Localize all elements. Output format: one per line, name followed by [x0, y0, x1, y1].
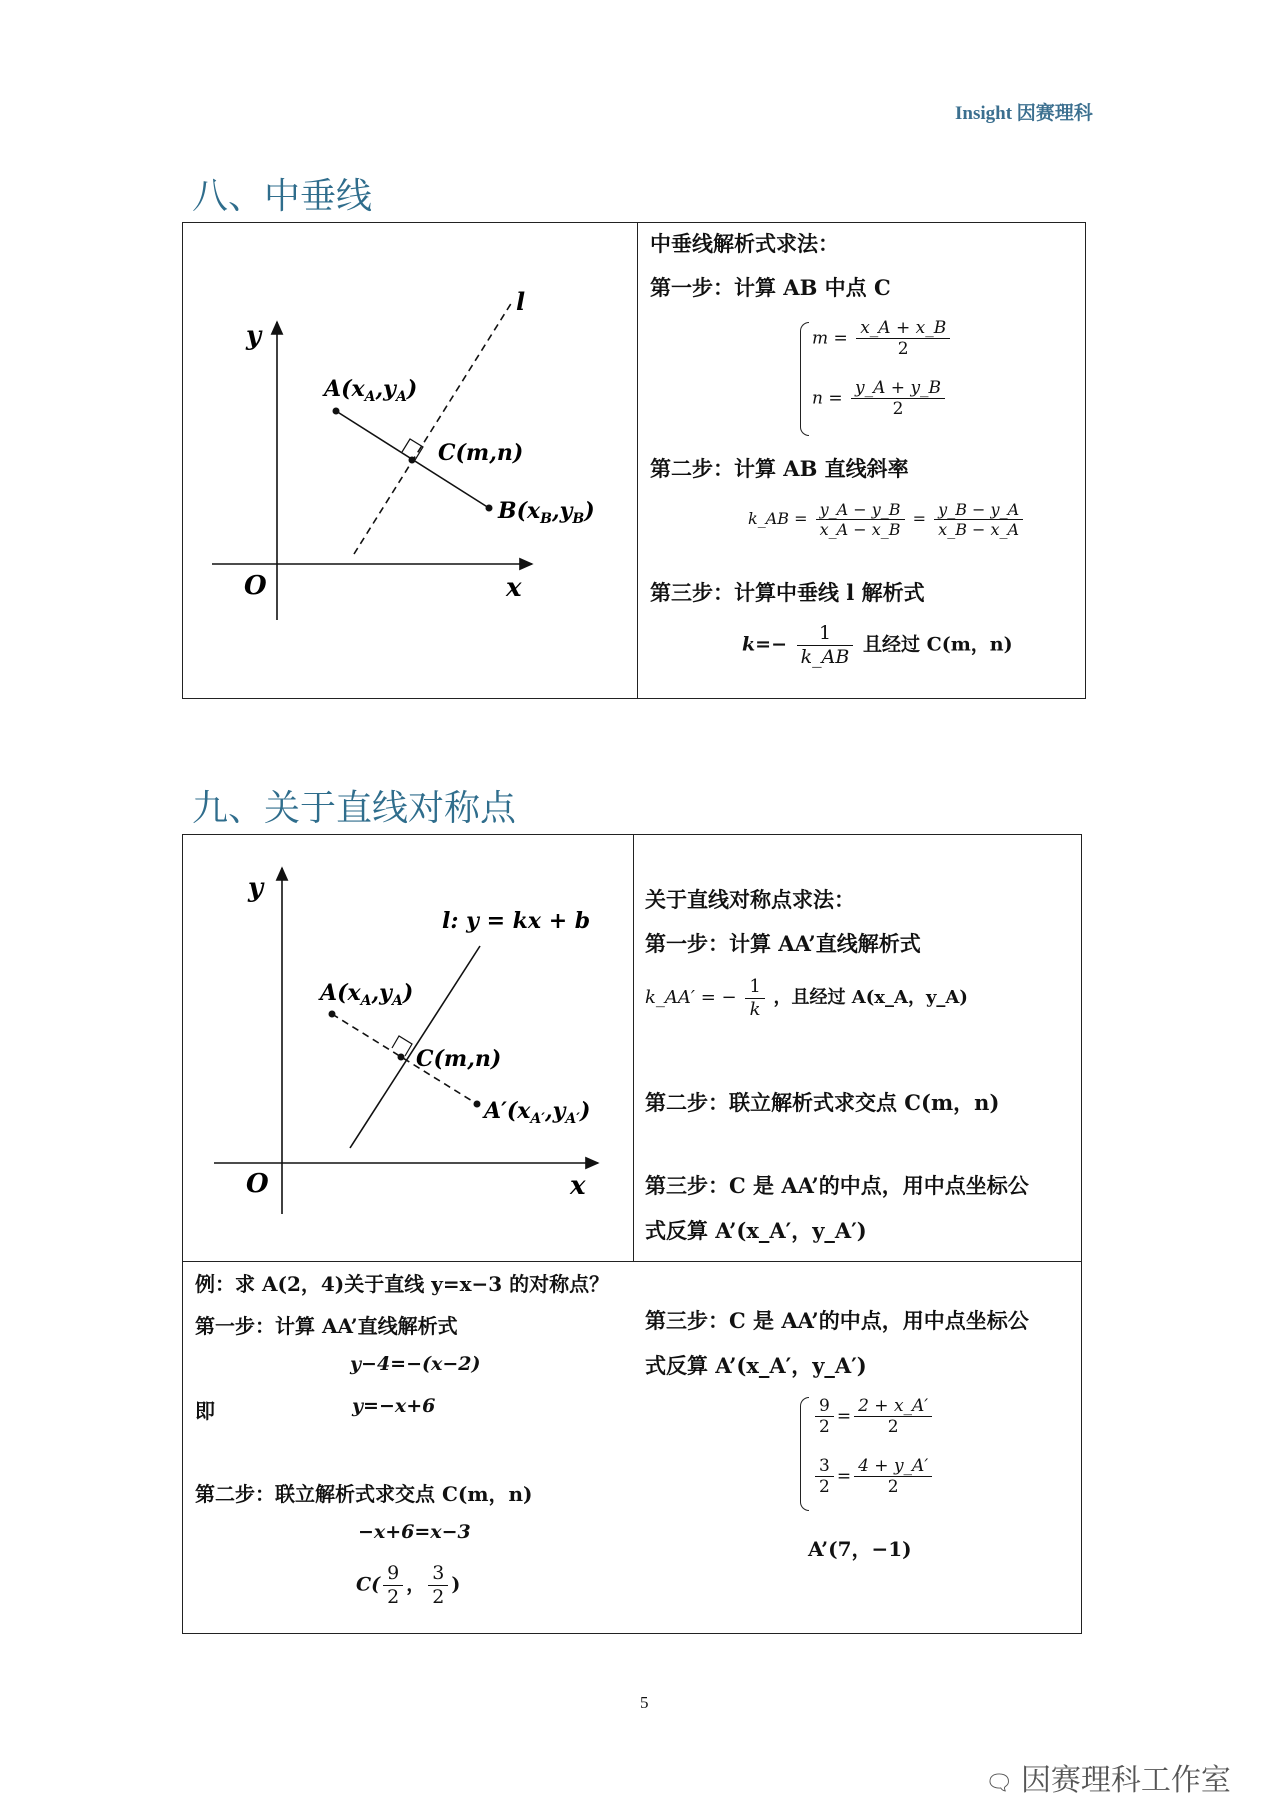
label-l: l — [516, 287, 526, 316]
label-x: x — [506, 573, 522, 603]
s8-m-equation: m = $\frac{x\_A + x\_B}{2}$ — [812, 318, 953, 360]
s8-heading: 中垂线解析式求法： — [650, 231, 839, 256]
example-step2: 第二步：联立解析式求交点 C(m，n) — [195, 1482, 533, 1506]
s8-slope-equation: k_AB = $\frac{y\_A - y\_B}{x\_A - x\_B}$ = $\frac{y\_B - y\_A}{x\_B - x\_A}$ — [748, 500, 1026, 539]
example-eq2: y=−x+6 — [352, 1395, 436, 1417]
s9-step2: 第二步：联立解析式求交点 C(m，n) — [645, 1090, 1000, 1115]
point-b — [486, 505, 493, 512]
example-question: 例：求 A(2，4)关于直线 y=x−3 的对称点？ — [195, 1272, 610, 1296]
example-brace — [800, 1397, 809, 1511]
label-a-prime: $A'(x_{A'},y_{A'})$ — [484, 1098, 591, 1127]
point-a — [333, 408, 340, 415]
s9-heading: 关于直线对称点求法： — [645, 887, 855, 912]
section-8-title: 八、中垂线 — [192, 176, 373, 217]
example-step3-line1: 第三步：C 是 AA’的中点，用中点坐标公 — [645, 1308, 1029, 1333]
label-x: x — [570, 1171, 586, 1201]
s9-step3-line2: 式反算 A’(x_A′，y_A′) — [645, 1218, 867, 1243]
example-ji: 即 — [195, 1399, 215, 1423]
symmetric-point-diagram — [184, 836, 632, 1260]
point-c — [409, 457, 416, 464]
example-formula-1: $\frac{9}{2}$ = $\frac{2 + x\_A'}{2}$ — [812, 1396, 935, 1438]
example-point-c: C( $\frac{9}{2}$ ， $\frac{3}{2}$ ) — [356, 1562, 461, 1608]
example-step3-line2: 式反算 A’(x_A′，y_A′) — [645, 1353, 867, 1378]
example-answer: A’(7，−1) — [808, 1537, 912, 1561]
perpendicular-bisector-diagram — [184, 224, 636, 697]
brand-header: Insight 因赛理科 — [955, 103, 1093, 124]
section-8-divider — [637, 222, 638, 699]
point-c — [398, 1054, 405, 1061]
wechat-icon: 🗨 — [985, 1771, 1013, 1796]
label-origin: O — [244, 571, 267, 601]
label-c: C(m,n) — [438, 440, 524, 466]
label-origin: O — [246, 1169, 269, 1199]
example-eq1: y−4=−(x−2) — [350, 1353, 481, 1375]
s8-step2: 第二步：计算 AB 直线斜率 — [650, 456, 909, 481]
label-a: $A(x_A,y_A)$ — [324, 376, 418, 405]
example-step1: 第一步：计算 AA’直线解析式 — [195, 1314, 458, 1338]
s9-step1: 第一步：计算 AA’直线解析式 — [645, 931, 921, 956]
label-y: y — [246, 321, 262, 351]
point-a — [329, 1011, 336, 1018]
s8-brace — [800, 322, 809, 436]
watermark-text: 🗨 因赛理科工作室 — [985, 1763, 1231, 1798]
s8-perp-slope: k=− $\frac{1}{k\_AB}$ 且经过 C(m，n) — [742, 622, 1013, 668]
s9-step3-line1: 第三步：C 是 AA’的中点，用中点坐标公 — [645, 1173, 1029, 1198]
s8-step3: 第三步：计算中垂线 l 解析式 — [650, 580, 925, 605]
label-c: C(m,n) — [416, 1046, 502, 1072]
example-formula-2: $\frac{3}{2}$ = $\frac{4 + y\_A'}{2}$ — [812, 1456, 935, 1498]
label-line-l: l: y = kx + b — [442, 908, 591, 934]
section-9-title: 九、关于直线对称点 — [192, 788, 517, 829]
example-eq3: −x+6=x−3 — [358, 1521, 471, 1543]
s8-n-equation: n = $\frac{y\_A + y\_B}{2}$ — [812, 378, 948, 420]
s9-slope-equation: k_AA′ = − $\frac{1}{k}$ ，且经过 A(x_A，y_A) — [645, 976, 968, 1020]
bisector-line — [354, 302, 512, 554]
label-b: $B(x_B,y_B)$ — [498, 498, 595, 527]
label-a: $A(x_A,y_A)$ — [320, 980, 414, 1009]
point-a-prime — [474, 1101, 481, 1108]
page-number: 5 — [640, 1693, 649, 1712]
label-y: y — [248, 873, 264, 903]
section-9-row-divider — [182, 1261, 1082, 1262]
section-9-divider — [633, 834, 634, 1262]
s8-step1: 第一步：计算 AB 中点 C — [650, 275, 891, 300]
